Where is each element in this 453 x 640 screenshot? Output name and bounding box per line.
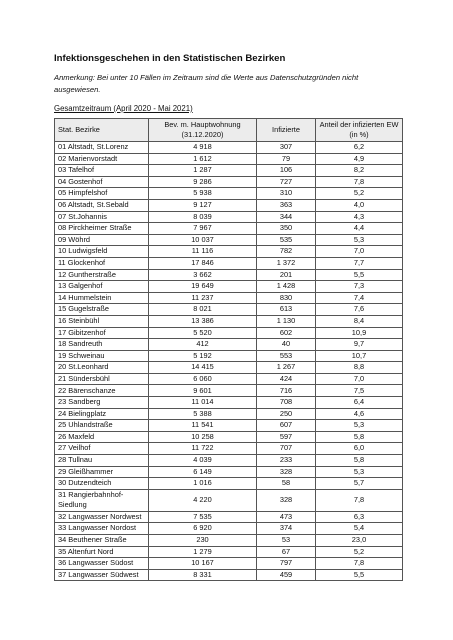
cell-population: 17 846 xyxy=(149,257,257,269)
cell-district: 24 Bielingplatz xyxy=(55,408,149,420)
table-row xyxy=(55,350,403,362)
cell-infected: 473 xyxy=(257,511,316,523)
cell-district: 20 St.Leonhard xyxy=(55,362,149,374)
table-row xyxy=(55,339,403,351)
cell-share: 5,5 xyxy=(316,269,403,281)
cell-population: 230 xyxy=(149,535,257,547)
cell-share: 8,2 xyxy=(316,165,403,177)
cell-population: 6 149 xyxy=(149,466,257,478)
cell-population: 1 279 xyxy=(149,546,257,558)
cell-infected: 1 130 xyxy=(257,315,316,327)
cell-infected: 607 xyxy=(257,420,316,432)
cell-infected: 782 xyxy=(257,246,316,258)
table-row xyxy=(55,397,403,409)
cell-infected: 106 xyxy=(257,165,316,177)
cell-share: 4,9 xyxy=(316,153,403,165)
cell-share: 5,3 xyxy=(316,234,403,246)
cell-share: 10,7 xyxy=(316,350,403,362)
cell-infected: 40 xyxy=(257,339,316,351)
cell-share: 6,2 xyxy=(316,142,403,154)
cell-infected: 201 xyxy=(257,269,316,281)
cell-infected: 53 xyxy=(257,535,316,547)
cell-population: 10 167 xyxy=(149,558,257,570)
cell-infected: 1 428 xyxy=(257,281,316,293)
cell-district: 19 Schweinau xyxy=(55,350,149,362)
table-row xyxy=(55,142,403,154)
cell-share: 9,7 xyxy=(316,339,403,351)
cell-population: 1 016 xyxy=(149,478,257,490)
cell-share: 5,3 xyxy=(316,466,403,478)
cell-population: 11 722 xyxy=(149,443,257,455)
header-share: Anteil der infizierten EW (in %) xyxy=(316,119,403,142)
table-body xyxy=(55,142,403,581)
cell-population: 7 535 xyxy=(149,511,257,523)
cell-infected: 707 xyxy=(257,443,316,455)
cell-district: 31 Rangierbahnhof-Siedlung xyxy=(55,489,149,511)
cell-district: 10 Ludwigsfeld xyxy=(55,246,149,258)
cell-population: 5 388 xyxy=(149,408,257,420)
cell-infected: 374 xyxy=(257,523,316,535)
table-row xyxy=(55,385,403,397)
cell-district: 26 Maxfeld xyxy=(55,431,149,443)
cell-share: 7,6 xyxy=(316,304,403,316)
cell-district: 05 Himpfelshof xyxy=(55,188,149,200)
table-row xyxy=(55,246,403,258)
cell-infected: 727 xyxy=(257,176,316,188)
cell-infected: 716 xyxy=(257,385,316,397)
cell-district: 22 Bärenschanze xyxy=(55,385,149,397)
cell-share: 7,0 xyxy=(316,373,403,385)
cell-share: 6,0 xyxy=(316,443,403,455)
table-row xyxy=(55,304,403,316)
cell-district: 21 Sündersbühl xyxy=(55,373,149,385)
cell-district: 27 Veilhof xyxy=(55,443,149,455)
table-row xyxy=(55,362,403,374)
cell-district: 09 Wöhrd xyxy=(55,234,149,246)
cell-share: 5,7 xyxy=(316,478,403,490)
cell-share: 23,0 xyxy=(316,535,403,547)
cell-population: 8 331 xyxy=(149,569,257,581)
table-row xyxy=(55,234,403,246)
cell-share: 8,8 xyxy=(316,362,403,374)
table-row xyxy=(55,511,403,523)
cell-population: 8 039 xyxy=(149,211,257,223)
cell-population: 9 127 xyxy=(149,199,257,211)
header-district: Stat. Bezirke xyxy=(55,119,149,142)
cell-district: 23 Sandberg xyxy=(55,397,149,409)
cell-share: 7,8 xyxy=(316,489,403,511)
cell-population: 5 192 xyxy=(149,350,257,362)
cell-share: 7,3 xyxy=(316,281,403,293)
cell-share: 5,8 xyxy=(316,455,403,467)
table-row xyxy=(55,292,403,304)
cell-share: 7,4 xyxy=(316,292,403,304)
cell-share: 5,5 xyxy=(316,569,403,581)
cell-infected: 597 xyxy=(257,431,316,443)
cell-population: 1 287 xyxy=(149,165,257,177)
cell-infected: 1 267 xyxy=(257,362,316,374)
table-row xyxy=(55,327,403,339)
cell-district: 16 Steinbühl xyxy=(55,315,149,327)
cell-infected: 310 xyxy=(257,188,316,200)
table-row xyxy=(55,165,403,177)
table-row xyxy=(55,176,403,188)
table-row xyxy=(55,535,403,547)
table-row xyxy=(55,257,403,269)
table-row xyxy=(55,420,403,432)
cell-population: 7 967 xyxy=(149,223,257,235)
cell-population: 4 220 xyxy=(149,489,257,511)
cell-population: 10 037 xyxy=(149,234,257,246)
cell-population: 11 541 xyxy=(149,420,257,432)
table-row xyxy=(55,153,403,165)
cell-population: 13 386 xyxy=(149,315,257,327)
cell-share: 6,4 xyxy=(316,397,403,409)
cell-population: 19 649 xyxy=(149,281,257,293)
cell-district: 01 Altstadt, St.Lorenz xyxy=(55,142,149,154)
cell-infected: 328 xyxy=(257,489,316,511)
cell-share: 7,8 xyxy=(316,558,403,570)
cell-district: 36 Langwasser Südost xyxy=(55,558,149,570)
table-row xyxy=(55,373,403,385)
cell-population: 6 060 xyxy=(149,373,257,385)
cell-infected: 708 xyxy=(257,397,316,409)
table-row xyxy=(55,431,403,443)
cell-district: 06 Altstadt, St.Sebald xyxy=(55,199,149,211)
cell-district: 15 Gugelstraße xyxy=(55,304,149,316)
cell-population: 11 116 xyxy=(149,246,257,258)
cell-district: 37 Langwasser Südwest xyxy=(55,569,149,581)
table-row xyxy=(55,558,403,570)
cell-population: 9 286 xyxy=(149,176,257,188)
page-title: Infektionsgeschehen in den Statistischen Bezirken xyxy=(54,53,286,64)
cell-population: 412 xyxy=(149,339,257,351)
cell-population: 8 021 xyxy=(149,304,257,316)
table-row xyxy=(55,443,403,455)
cell-share: 7,0 xyxy=(316,246,403,258)
cell-district: 34 Beuthener Straße xyxy=(55,535,149,547)
table-row xyxy=(55,569,403,581)
cell-district: 07 St.Johannis xyxy=(55,211,149,223)
table-row xyxy=(55,223,403,235)
cell-share: 10,9 xyxy=(316,327,403,339)
table-row xyxy=(55,523,403,535)
cell-infected: 459 xyxy=(257,569,316,581)
header-infected: Infizierte xyxy=(257,119,316,142)
cell-infected: 1 372 xyxy=(257,257,316,269)
cell-population: 5 520 xyxy=(149,327,257,339)
cell-share: 4,6 xyxy=(316,408,403,420)
cell-share: 5,4 xyxy=(316,523,403,535)
cell-share: 5,2 xyxy=(316,188,403,200)
cell-district: 02 Marienvorstadt xyxy=(55,153,149,165)
cell-infected: 797 xyxy=(257,558,316,570)
cell-district: 13 Galgenhof xyxy=(55,281,149,293)
cell-infected: 363 xyxy=(257,199,316,211)
cell-district: 11 Glockenhof xyxy=(55,257,149,269)
cell-population: 1 612 xyxy=(149,153,257,165)
cell-infected: 350 xyxy=(257,223,316,235)
table-row xyxy=(55,188,403,200)
cell-infected: 233 xyxy=(257,455,316,467)
cell-district: 35 Altenfurt Nord xyxy=(55,546,149,558)
table-row xyxy=(55,408,403,420)
cell-population: 5 938 xyxy=(149,188,257,200)
cell-district: 14 Hummelstein xyxy=(55,292,149,304)
table-row xyxy=(55,466,403,478)
cell-population: 11 014 xyxy=(149,397,257,409)
cell-district: 04 Gostenhof xyxy=(55,176,149,188)
cell-infected: 424 xyxy=(257,373,316,385)
cell-share: 8,4 xyxy=(316,315,403,327)
cell-share: 6,3 xyxy=(316,511,403,523)
cell-population: 4 918 xyxy=(149,142,257,154)
cell-population: 10 258 xyxy=(149,431,257,443)
cell-population: 4 039 xyxy=(149,455,257,467)
cell-infected: 344 xyxy=(257,211,316,223)
cell-share: 4,3 xyxy=(316,211,403,223)
table-row xyxy=(55,315,403,327)
cell-district: 03 Tafelhof xyxy=(55,165,149,177)
table-row xyxy=(55,546,403,558)
cell-infected: 553 xyxy=(257,350,316,362)
cell-infected: 613 xyxy=(257,304,316,316)
cell-population: 6 920 xyxy=(149,523,257,535)
cell-district: 18 Sandreuth xyxy=(55,339,149,351)
cell-district: 17 Gibitzenhof xyxy=(55,327,149,339)
cell-infected: 58 xyxy=(257,478,316,490)
cell-population: 14 415 xyxy=(149,362,257,374)
cell-district: 12 Guntherstraße xyxy=(55,269,149,281)
cell-share: 4,0 xyxy=(316,199,403,211)
table-row xyxy=(55,455,403,467)
cell-infected: 79 xyxy=(257,153,316,165)
cell-share: 4,4 xyxy=(316,223,403,235)
cell-infected: 535 xyxy=(257,234,316,246)
cell-infected: 602 xyxy=(257,327,316,339)
table-row xyxy=(55,211,403,223)
note-text: Anmerkung: Bei unter 10 Fällen im Zeitraum sind die Werte aus Datenschutzgründen nicht ausgewiesen. xyxy=(54,73,359,94)
cell-district: 08 Pirckheimer Straße xyxy=(55,223,149,235)
table-row xyxy=(55,199,403,211)
cell-share: 7,7 xyxy=(316,257,403,269)
cell-infected: 307 xyxy=(257,142,316,154)
cell-population: 9 601 xyxy=(149,385,257,397)
section-heading: Gesamtzeitraum (April 2020 - Mai 2021) xyxy=(54,104,193,113)
table-row xyxy=(55,269,403,281)
table-row xyxy=(55,489,403,511)
cell-infected: 250 xyxy=(257,408,316,420)
cell-district: 28 Tullnau xyxy=(55,455,149,467)
cell-share: 5,2 xyxy=(316,546,403,558)
districts-table xyxy=(54,118,403,581)
header-population: Bev. m. Hauptwohnung (31.12.2020) xyxy=(149,119,257,142)
cell-infected: 830 xyxy=(257,292,316,304)
cell-district: 33 Langwasser Nordost xyxy=(55,523,149,535)
cell-district: 32 Langwasser Nordwest xyxy=(55,511,149,523)
cell-infected: 67 xyxy=(257,546,316,558)
cell-share: 5,3 xyxy=(316,420,403,432)
table-row xyxy=(55,478,403,490)
cell-district: 25 Uhlandstraße xyxy=(55,420,149,432)
cell-infected: 328 xyxy=(257,466,316,478)
table-header-row xyxy=(55,119,403,142)
cell-share: 7,5 xyxy=(316,385,403,397)
cell-district: 29 Gleißhammer xyxy=(55,466,149,478)
cell-population: 11 237 xyxy=(149,292,257,304)
cell-share: 5,8 xyxy=(316,431,403,443)
cell-share: 7,8 xyxy=(316,176,403,188)
table-row xyxy=(55,281,403,293)
cell-population: 3 662 xyxy=(149,269,257,281)
cell-district: 30 Dutzendteich xyxy=(55,478,149,490)
